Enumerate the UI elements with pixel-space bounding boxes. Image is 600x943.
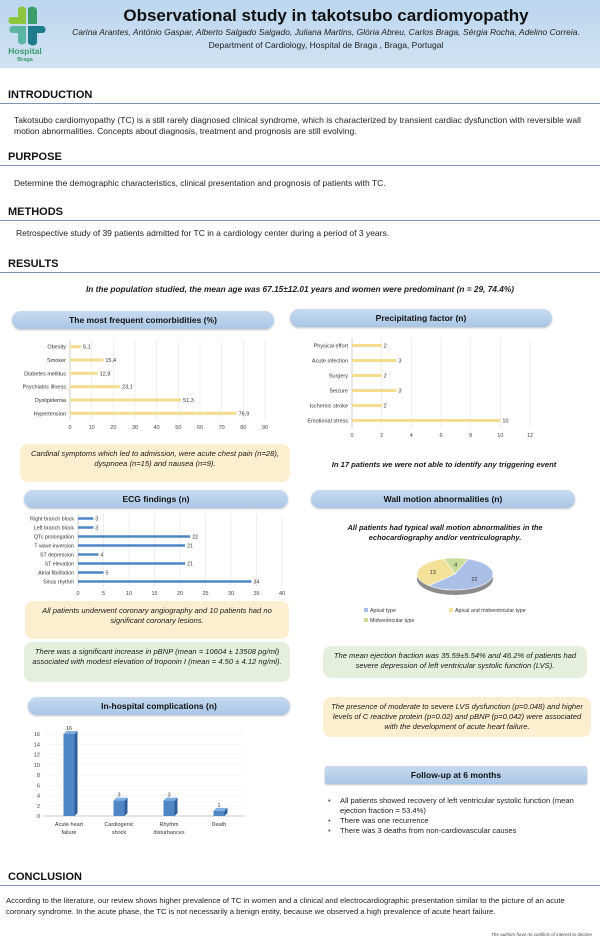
bar [78,562,185,565]
category-label: disturbances [153,830,185,836]
pie-data-label: 13 [429,569,436,576]
y-tick-label: 16 [33,732,40,738]
bnp-note: There was a significant increase in pBNP (mean = 10604 ± 13508 pg/ml) associated with modest elevation of troponin I (mean = 4.50 ± 4.12 ng/ml). [24,642,290,682]
data-label: 10 [502,418,509,425]
legend-swatch [364,608,368,612]
x-tick-label: 8 [469,433,473,439]
x-tick-label: 60 [196,425,204,431]
legend-label: Apical type [370,608,396,614]
section-divider [0,220,600,221]
ejection-fraction-note: The mean ejection fraction was 35.59±5.54% and 46.2% of patients had severe depression of left ventricular systolic function (LVS). [323,646,587,678]
category-label: shock [111,830,127,836]
x-tick-label: 5 [101,591,106,597]
category-label: failure [61,830,77,836]
angiography-note: All patients underwent coronary angiography and 10 patients had no significant coronary lesions. [25,601,289,639]
category-label: Psychiatric illness [22,384,66,391]
followup-item: • There was one recurrence [328,816,590,826]
x-tick-label: 2 [380,433,384,439]
data-label: 12,8 [99,371,111,378]
category-label: Left branch block [33,525,74,532]
bar [78,580,251,583]
section-divider [0,885,600,886]
y-tick-label: 14 [33,742,40,749]
x-tick-label: 10 [497,433,504,439]
introduction-text: Takotsubo cardiomyopathy (TC) is a still rarely diagnosed clinical syndrome, which is characterized by transient cardiac dysfunction with reversible wall motion abnormalities. Concepts about diagnosis, treatment and prognosis are still evolving. [14,115,581,136]
followup-item: • All patients showed recovery of left ventricular systolic function (mean ejection fraction = 53.4%) [328,796,590,816]
category-label: Acute heart [54,822,84,828]
bar [70,399,181,402]
data-label: 4 [100,552,104,559]
legend-swatch [364,618,368,622]
data-label: 76,9 [238,411,250,418]
bar [64,734,75,816]
y-tick-label: 8 [36,773,40,779]
category-label: Hypertension [33,411,66,418]
bar [352,389,397,392]
data-label: 3 [167,792,171,799]
legend-label: Apical and midventricular type [455,608,526,614]
purpose-text: Determine the demographic characteristics, clinical presentation and prognosis of patients with TC. [14,178,386,188]
methods-text: Retrospective study of 39 patients admitted for TC in a cardiology center during a period of 3 years. [16,228,390,238]
conclusion-text: According to the literature, our review shows higher prevalence of TC in women and a clinical and electrocardiographic presentation similar to the picture of an acute coronary syndrome. In the acute phase, the TC is not necessarily a benign entity, because we observed a high prevalence of acute heart failure. [6,896,565,916]
methods-heading: METHODS [8,206,63,218]
x-tick-label: 90 [261,425,269,431]
pie-data-label: 4 [454,562,458,569]
poster-header [0,0,600,68]
logo-sublabel: Braga [17,57,33,63]
ecg-title: ECG findings (n) [24,490,288,508]
bar [78,517,93,520]
x-tick-label: 12 [526,433,534,439]
bar-side [75,731,78,816]
category-label: Physical effort [313,343,348,350]
results-headline: In the population studied, the mean age was 67.15±12.01 years and women were predominant (n = 29, 74.4%) [85,284,515,294]
bar [352,359,397,362]
bar [352,344,382,347]
x-tick-label: 40 [278,591,286,597]
data-label: 2 [383,373,387,380]
x-tick-label: 0 [68,425,72,431]
data-label: 21 [187,543,194,550]
data-label: 2 [383,403,387,410]
precipitating-chart [292,336,554,446]
department-affiliation: Department of Cardiology, Hospital de Braga , Braga, Portugal [208,40,444,50]
x-tick-label: 0 [350,433,354,439]
bar [70,412,237,415]
category-label: T wave inversion [34,543,74,550]
category-label: Seizure [329,388,348,395]
bar [78,544,185,547]
category-label: Smoker [47,358,66,364]
category-label: Cardiogenic [104,822,134,828]
data-label: 23,1 [122,384,133,391]
x-tick-label: 15 [151,591,158,597]
section-divider [0,165,600,166]
x-tick-label: 30 [131,425,139,431]
pie-data-label: 22 [471,577,478,584]
legend-label: Midventricular type [370,618,415,624]
bar [78,535,190,538]
lvs-dysfunction-note: The presence of moderate to severe LVS dysfunction (p=0.048) and higher levels of C reactive protein (p=0.02) and pBNP (p=0.042) were associated with the development of acute heart failure. [323,697,591,737]
poster-title: Observational study in takotsubo cardiomyopathy [123,6,529,25]
data-label: 3 [117,792,121,799]
wall-motion-note: All patients had typical wall motion abnormalities in the echocardiography and/or ventriculography. [347,523,543,542]
ecg-chart [20,512,290,600]
results-heading: RESULTS [8,258,59,270]
y-tick-label: 4 [36,793,40,800]
wall-motion-pie-chart [330,544,580,628]
comorbidities-title: The most frequent comorbidities (%) [12,311,274,329]
x-tick-label: 50 [175,425,182,431]
bar [214,811,225,816]
category-label: Surgery [328,373,348,380]
x-tick-label: 35 [253,591,260,597]
x-tick-label: 40 [153,425,160,431]
category-label: ST depression [39,552,74,559]
data-label: 1 [217,802,221,809]
bar [78,526,93,529]
data-label: 5 [105,570,109,577]
category-label: Acute infection [311,358,348,365]
x-tick-label: 30 [227,591,235,597]
complications-chart [24,722,254,848]
section-divider [0,103,600,104]
category-label: Obesity [47,344,66,351]
y-tick-label: 12 [33,752,40,759]
author-list: Carina Arantes, António Gaspar, Alberto Salgado Salgado, Juliana Martins, Glória Abreu, Carlos Braga, Sérgia Rocha, Adelino Correia. [72,27,580,37]
data-label: 16 [65,726,73,732]
y-tick-label: 6 [36,783,40,790]
data-label: 22 [192,534,199,541]
conflict-footnote: The authors have no conflicts of interest to declare [491,932,592,937]
data-label: 3 [95,516,99,523]
followup-item: • There was 3 deaths from non-cardiovascular causes [328,826,590,836]
category-label: Rhythm [159,822,179,828]
legend-swatch [449,608,453,612]
bar [114,801,125,816]
category-label: Diabetes mellitus [24,371,66,378]
data-label: 3 [398,388,402,395]
introduction-heading: INTRODUCTION [8,89,93,101]
bar [70,359,103,362]
category-label: Emotional stress [307,418,348,425]
complications-title: In-hospital complications (n) [28,697,290,715]
bar [70,385,120,388]
category-label: Right branch block [30,516,74,523]
y-tick-label: 2 [36,803,40,810]
category-label: Dyslipidemia [34,398,66,404]
bar [78,553,98,556]
bar [70,345,81,348]
trigger-note: In 17 patients we were not able to identify any triggering event [331,460,557,469]
section-divider [0,272,600,273]
conclusion-heading: CONCLUSION [8,871,82,883]
x-tick-label: 10 [88,425,95,431]
x-tick-label: 6 [439,433,443,439]
x-tick-label: 20 [176,591,184,597]
category-label: Atrial fibrillation [38,570,74,577]
data-label: 34 [253,579,260,586]
wall-motion-title: Wall motion abnormalities (n) [311,490,575,508]
data-label: 3 [95,525,99,532]
precipitating-title: Precipitating factor (n) [290,309,552,327]
data-label: 51,3 [183,398,194,404]
x-tick-label: 80 [240,425,247,431]
category-label: Death [211,822,227,828]
bar [352,404,382,407]
y-tick-label: 10 [33,762,40,769]
bar [78,571,104,574]
x-tick-label: 25 [202,591,209,597]
x-tick-label: 70 [218,425,225,431]
followup-list [328,796,590,836]
bar [352,419,500,422]
bar [164,801,175,816]
data-label: 2 [383,343,387,350]
data-label: 5,1 [83,344,91,351]
bar [70,372,98,375]
x-tick-label: 4 [409,433,413,439]
data-label: 15,4 [105,358,117,364]
category-label: Sinus rhythm [43,579,74,586]
bar [352,374,382,377]
bar-side [175,798,178,816]
x-tick-label: 20 [110,425,117,431]
symptoms-note: Cardinal symptoms which led to admission, were acute chest pain (n=28), dyspnoea (n=15) and nausea (n=9). [20,444,290,482]
category-label: Ischemic stroke [309,403,348,410]
y-tick-label: 0 [36,814,40,820]
logo-label: Hospital [8,46,42,56]
purpose-heading: PURPOSE [8,151,62,163]
category-label: QTc prolongation [33,534,74,541]
x-tick-label: 10 [125,591,133,597]
bar-side [125,798,128,816]
followup-title: Follow-up at 6 months [325,766,587,784]
category-label: ST elevation [44,561,74,568]
data-label: 21 [187,561,194,568]
x-tick-label: 0 [76,591,80,597]
data-label: 3 [398,358,402,365]
comorbidities-chart [10,338,280,438]
